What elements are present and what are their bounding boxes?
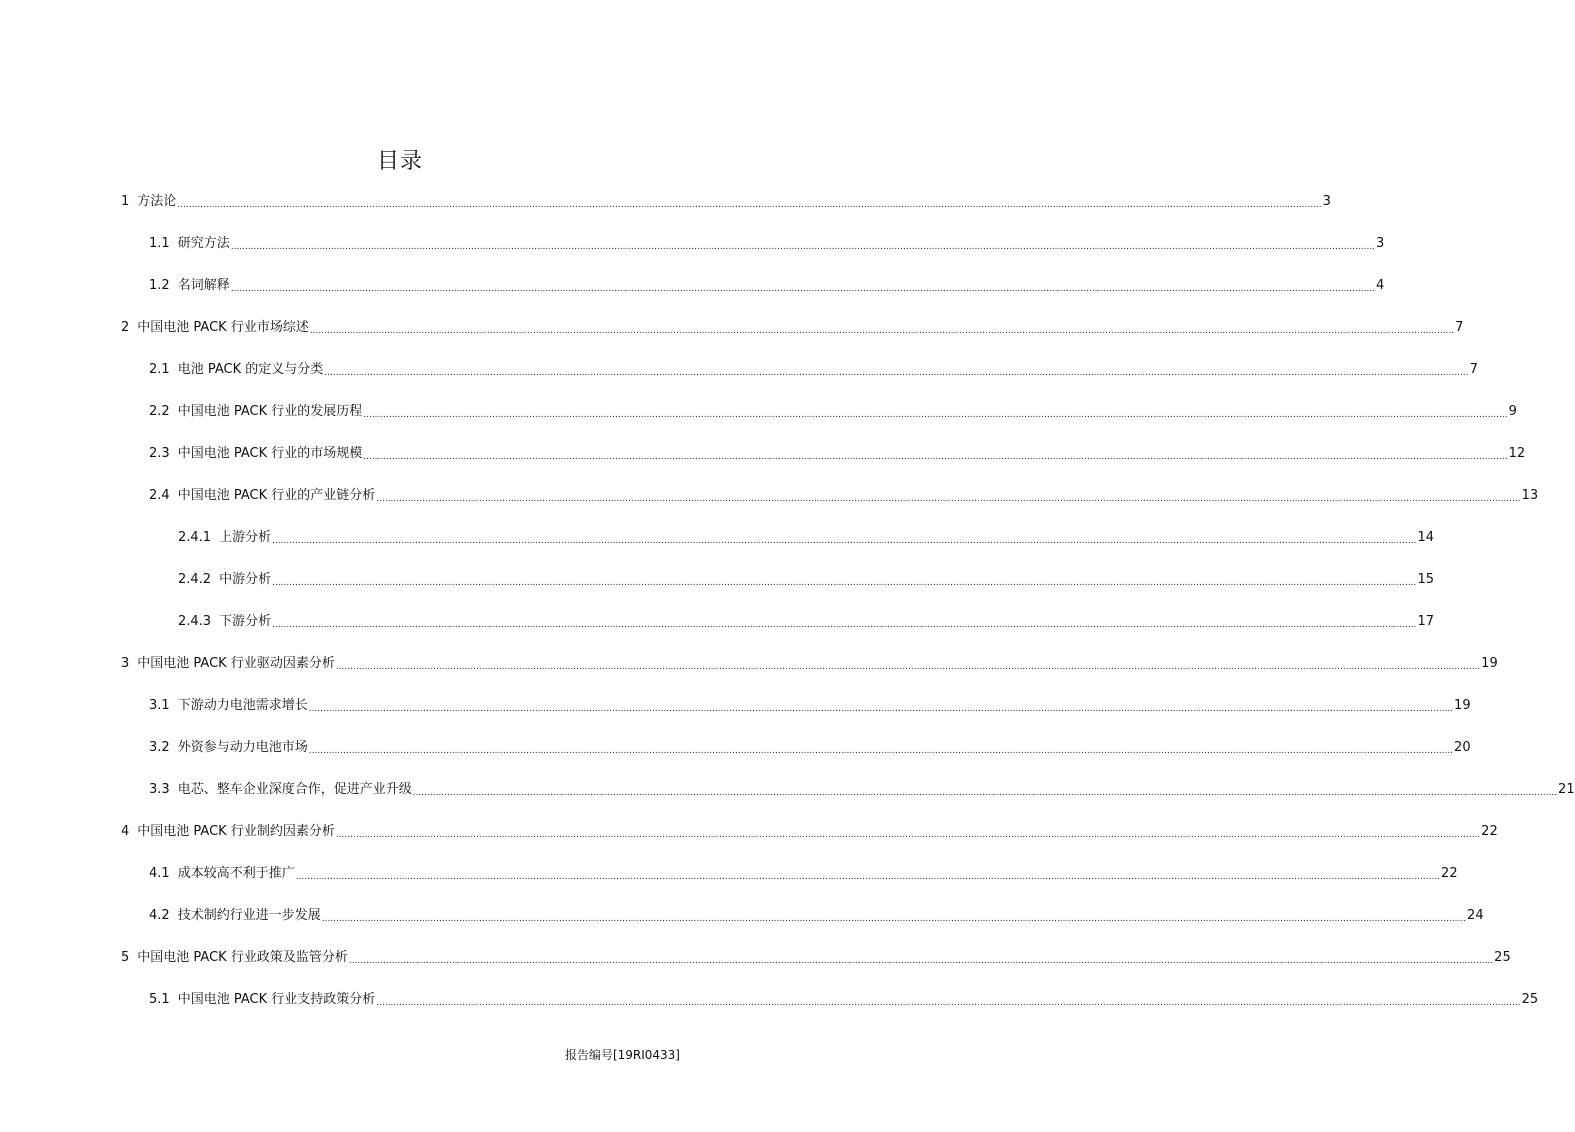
toc-entry[interactable] bbox=[149, 864, 1458, 884]
toc-entry-number: 3.3 bbox=[149, 782, 170, 797]
toc-entry[interactable] bbox=[121, 192, 1331, 212]
toc-entry[interactable] bbox=[178, 570, 1434, 590]
toc-dot-leader: ................................................................................................................................................................................................................................................................................................................................................................................................................ bbox=[376, 494, 1521, 504]
toc-entry-number: 3 bbox=[121, 656, 130, 671]
toc-dot-leader: ................................................................................................................................................................................................................................................................................................................................................................................................................ bbox=[324, 368, 1469, 378]
toc-entry-number: 1.2 bbox=[149, 278, 170, 293]
toc-entry-title: 成本较高不利于推广 bbox=[177, 866, 295, 881]
toc-dot-leader: ................................................................................................................................................................................................................................................................................................................................................................................................................ bbox=[177, 200, 1322, 210]
toc-entry-number: 2.2 bbox=[149, 404, 170, 419]
toc-entry[interactable] bbox=[149, 360, 1478, 380]
toc-entry-number: 1 bbox=[121, 194, 130, 209]
toc-dot-leader: ................................................................................................................................................................................................................................................................................................................................................................................................................ bbox=[308, 746, 1454, 756]
toc-entry-page-number: 22 bbox=[1441, 866, 1458, 881]
toc-entry-number: 3.2 bbox=[149, 740, 170, 755]
toc-entry-page-number: 21 bbox=[1558, 782, 1575, 797]
toc-entry-page-number: 15 bbox=[1417, 572, 1434, 587]
toc-entry-page-number: 22 bbox=[1481, 824, 1498, 839]
toc-entry-title: 上游分析 bbox=[219, 530, 272, 545]
toc-entry-page-number: 20 bbox=[1454, 740, 1471, 755]
toc-entry-number: 2.4.2 bbox=[178, 572, 212, 587]
toc-dot-leader: ................................................................................................................................................................................................................................................................................................................................................................................................................ bbox=[363, 410, 1508, 420]
toc-entry-number: 4.2 bbox=[149, 908, 170, 923]
toc-entry-title: 中国电池 PACK 行业制约因素分析 bbox=[137, 824, 335, 839]
toc-entry[interactable] bbox=[149, 780, 1575, 800]
toc-entry-title: 中游分析 bbox=[219, 572, 272, 587]
toc-entry[interactable] bbox=[121, 822, 1498, 842]
toc-entry-number: 2.4.1 bbox=[178, 530, 212, 545]
toc-entry-title: 中国电池 PACK 行业市场综述 bbox=[137, 320, 309, 335]
toc-entry-title: 中国电池 PACK 行业政策及监管分析 bbox=[137, 950, 348, 965]
toc-entry-page-number: 24 bbox=[1467, 908, 1484, 923]
toc-entry[interactable] bbox=[121, 654, 1498, 674]
toc-entry[interactable] bbox=[149, 402, 1517, 422]
toc-entry-page-number: 4 bbox=[1376, 278, 1385, 293]
toc-entry-title: 下游分析 bbox=[219, 614, 272, 629]
toc-entry-title: 中国电池 PACK 行业支持政策分析 bbox=[177, 992, 376, 1007]
toc-entry[interactable] bbox=[121, 948, 1511, 968]
toc-entry-page-number: 3 bbox=[1376, 236, 1385, 251]
toc-entry-title: 名词解释 bbox=[177, 278, 230, 293]
toc-entry-page-number: 19 bbox=[1481, 656, 1498, 671]
toc-entry-page-number: 19 bbox=[1454, 698, 1471, 713]
toc-dot-leader: ................................................................................................................................................................................................................................................................................................................................................................................................................ bbox=[309, 326, 1455, 336]
toc-entry-page-number: 9 bbox=[1508, 404, 1517, 419]
toc-entry[interactable] bbox=[149, 738, 1471, 758]
toc-dot-leader: ................................................................................................................................................................................................................................................................................................................................................................................................................ bbox=[272, 536, 1417, 546]
toc-entry-number: 5 bbox=[121, 950, 130, 965]
toc-entry-title: 电芯、整车企业深度合作，促进产业升级 bbox=[177, 782, 412, 797]
toc-entry-title: 中国电池 PACK 行业的发展历程 bbox=[177, 404, 363, 419]
toc-dot-leader: ................................................................................................................................................................................................................................................................................................................................................................................................................ bbox=[363, 452, 1508, 462]
toc-dot-leader: ................................................................................................................................................................................................................................................................................................................................................................................................................ bbox=[335, 662, 1481, 672]
toc-entry[interactable] bbox=[149, 990, 1539, 1010]
toc-entry-number: 3.1 bbox=[149, 698, 170, 713]
toc-entry-number: 4 bbox=[121, 824, 130, 839]
toc-entry[interactable] bbox=[149, 234, 1385, 254]
toc-entry-number: 2.4.3 bbox=[178, 614, 212, 629]
toc-entry-title: 下游动力电池需求增长 bbox=[177, 698, 308, 713]
toc-entry-title: 外资参与动力电池市场 bbox=[177, 740, 308, 755]
toc-dot-leader: ................................................................................................................................................................................................................................................................................................................................................................................................................ bbox=[335, 830, 1481, 840]
toc-entry-page-number: 13 bbox=[1521, 488, 1539, 503]
toc-entry-page-number: 12 bbox=[1508, 446, 1526, 461]
page-title: 目录 bbox=[376, 149, 423, 174]
toc-entry-number: 2.4 bbox=[149, 488, 170, 503]
toc-entry-page-number: 25 bbox=[1521, 992, 1539, 1007]
toc-entry-page-number: 7 bbox=[1455, 320, 1464, 335]
toc-entry-title: 中国电池 PACK 行业驱动因素分析 bbox=[137, 656, 335, 671]
toc-dot-leader: ................................................................................................................................................................................................................................................................................................................................................................................................................ bbox=[376, 998, 1521, 1008]
toc-entry-page-number: 17 bbox=[1417, 614, 1434, 629]
toc-entry[interactable] bbox=[149, 276, 1385, 296]
toc-entry-page-number: 3 bbox=[1322, 194, 1331, 209]
toc-entry[interactable] bbox=[178, 528, 1434, 548]
toc-dot-leader: ................................................................................................................................................................................................................................................................................................................................................................................................................ bbox=[308, 704, 1454, 714]
toc-entry-number: 4.1 bbox=[149, 866, 170, 881]
toc-dot-leader: ................................................................................................................................................................................................................................................................................................................................................................................................................ bbox=[348, 956, 1494, 966]
toc-dot-leader: ................................................................................................................................................................................................................................................................................................................................................................................................................ bbox=[321, 914, 1467, 924]
toc-entry[interactable] bbox=[149, 444, 1526, 464]
toc-entry[interactable] bbox=[121, 318, 1464, 338]
toc-entry-title: 中国电池 PACK 行业的市场规模 bbox=[177, 446, 363, 461]
toc-entry-page-number: 25 bbox=[1494, 950, 1511, 965]
toc-entry-number: 5.1 bbox=[149, 992, 170, 1007]
toc-dot-leader: ................................................................................................................................................................................................................................................................................................................................................................................................................ bbox=[230, 284, 1376, 294]
toc-entry-number: 2.3 bbox=[149, 446, 170, 461]
toc-dot-leader: ................................................................................................................................................................................................................................................................................................................................................................................................................ bbox=[272, 620, 1417, 630]
toc-entry-title: 电池 PACK 的定义与分类 bbox=[177, 362, 324, 377]
toc-dot-leader: ................................................................................................................................................................................................................................................................................................................................................................................................................ bbox=[295, 872, 1441, 882]
toc-entry[interactable] bbox=[149, 906, 1484, 926]
toc-entry-title: 技术制约行业进一步发展 bbox=[177, 908, 321, 923]
toc-entry[interactable] bbox=[149, 486, 1539, 506]
toc-entry[interactable] bbox=[149, 696, 1471, 716]
toc-entry-number: 1.1 bbox=[149, 236, 170, 251]
toc-dot-leader: ................................................................................................................................................................................................................................................................................................................................................................................................................ bbox=[412, 788, 1558, 798]
toc-entry-title: 研究方法 bbox=[177, 236, 230, 251]
toc-entry-page-number: 14 bbox=[1417, 530, 1434, 545]
toc-entry-number: 2 bbox=[121, 320, 130, 335]
toc-entry[interactable] bbox=[178, 612, 1434, 632]
report-number: 报告编号[19RI0433] bbox=[564, 1048, 680, 1062]
toc-entry-number: 2.1 bbox=[149, 362, 170, 377]
toc-entry-page-number: 7 bbox=[1469, 362, 1478, 377]
toc-dot-leader: ................................................................................................................................................................................................................................................................................................................................................................................................................ bbox=[272, 578, 1417, 588]
toc-dot-leader: ................................................................................................................................................................................................................................................................................................................................................................................................................ bbox=[230, 242, 1376, 252]
toc-entry-title: 中国电池 PACK 行业的产业链分析 bbox=[177, 488, 376, 503]
toc-entry-title: 方法论 bbox=[137, 194, 177, 209]
